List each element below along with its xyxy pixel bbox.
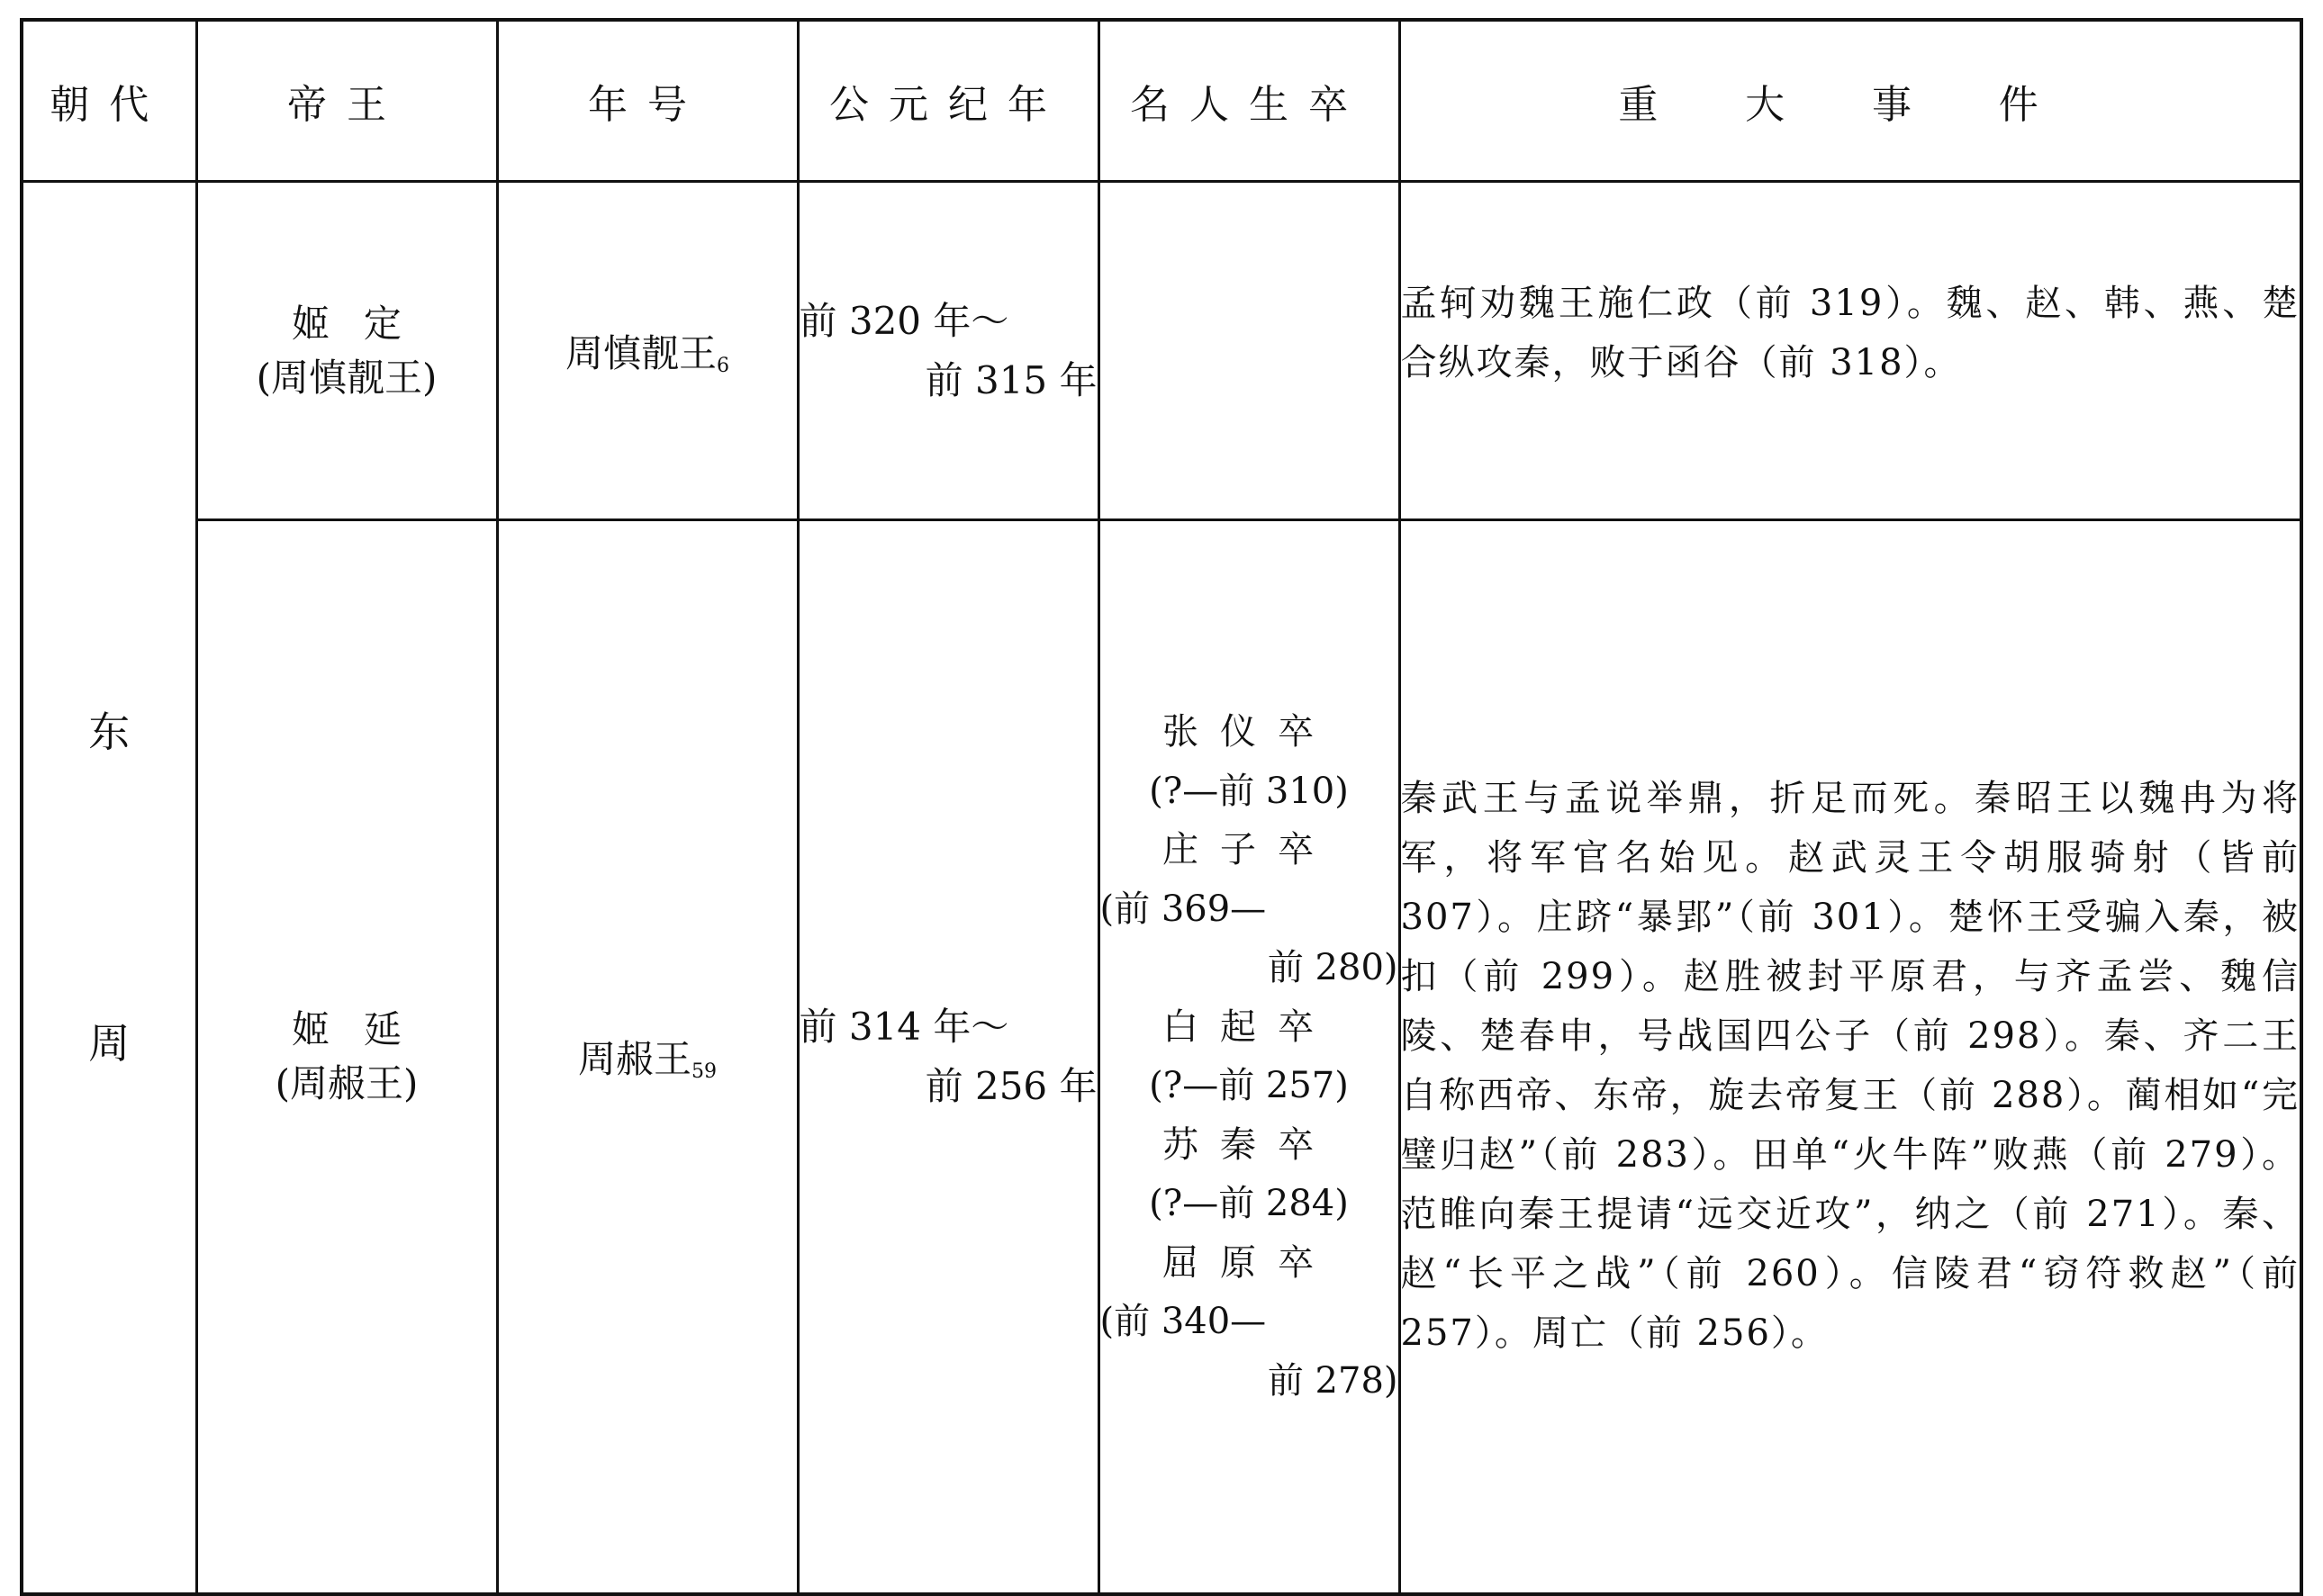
era-years: 6: [717, 354, 729, 377]
dynasty-char: 周: [88, 1019, 131, 1068]
emperor-cell: [196, 182, 497, 520]
era-name: 周慎靓王: [565, 330, 717, 375]
emperor-cell: [196, 520, 497, 1595]
year-to: 前 315 年: [925, 357, 1098, 402]
year-to: 前 256 年: [925, 1064, 1098, 1108]
person-lifespan: (?—前 284): [1149, 1183, 1349, 1224]
emperor-name: 姬定: [292, 301, 436, 346]
ad-year-cell: [798, 520, 1098, 1595]
header-ad-year-label: 公元纪年: [829, 82, 1067, 128]
header-ad-year: [798, 20, 1098, 182]
person-lifespan-start: (前 340—: [1099, 1301, 1267, 1342]
person-name: 张仪卒: [1162, 711, 1335, 753]
chronology-table: [20, 18, 2303, 1596]
famous-deaths-cell: [1098, 182, 1399, 520]
ad-year-cell: [798, 182, 1098, 520]
dynasty-char: 东: [88, 708, 131, 756]
person-lifespan-start: (前 369—: [1099, 888, 1267, 930]
header-row: [22, 20, 2301, 182]
person-lifespan-end: 前 278): [1267, 1359, 1398, 1402]
header-famous-deaths: [1098, 20, 1399, 182]
header-major-events: [1399, 20, 2301, 182]
person-name: 屈原卒: [1162, 1241, 1335, 1284]
era-name-cell: [497, 182, 798, 520]
header-emperor: [196, 20, 497, 182]
header-era-name: [497, 20, 798, 182]
table-row: [22, 520, 2301, 1595]
header-major-events-label: 重大事件: [1618, 82, 2126, 128]
header-famous-deaths-label: 名人生卒: [1130, 82, 1368, 128]
events-cell: 秦武王与孟说举鼎，折足而死。秦昭王以魏冉为将军，将军官名始见。赵武灵王令胡服骑射（皆前 307）。庄跻“暴郢”（前 301）。楚怀王受骗入秦，被扣（前 299）。赵胜被封平原君，与齐孟尝、魏信陵、楚春申，号战国四公子（前 298）。秦、齐二王自称西帝、东帝，旋去帝复王（前 288）。蔺相如“完璧归赵”（前 283）。田单“火牛阵”败燕（前 279）。范睢向秦王提请“远交近攻”，纳之（前 271）。秦、赵“长平之战”（前 260）。信陵君“窃符救赵”（前 257）。周亡（前 256）。: [1399, 520, 2301, 1595]
person-lifespan: (?—前 310): [1149, 770, 1349, 812]
emperor-title: (周赧王): [275, 1061, 419, 1105]
year-from: 前 320 年～: [799, 298, 1009, 343]
dynasty-cell: [22, 182, 196, 1595]
era-name: 周赧王: [577, 1037, 691, 1081]
person-name: 庄子卒: [1162, 829, 1335, 870]
era-years: 59: [691, 1060, 717, 1083]
table-row: [22, 182, 2301, 520]
header-dynasty-label: 朝代: [50, 82, 169, 128]
header-dynasty: [22, 20, 196, 182]
emperor-title: (周慎靓王): [256, 355, 438, 400]
famous-deaths-cell: [1098, 520, 1399, 1595]
person-lifespan-end: 前 280): [1267, 947, 1398, 988]
person-lifespan: (?—前 257): [1149, 1065, 1349, 1106]
emperor-name: 姬延: [292, 1007, 436, 1051]
events-cell: 孟轲劝魏王施仁政（前 319）。魏、赵、韩、燕、楚合纵攻秦，败于函谷（前 318）。: [1399, 182, 2301, 520]
person-name: 苏秦卒: [1162, 1123, 1335, 1166]
header-era-name-label: 年号: [588, 82, 707, 128]
era-name-cell: [497, 520, 798, 1595]
year-from: 前 314 年～: [799, 1005, 1009, 1049]
person-name: 白起卒: [1162, 1005, 1335, 1048]
header-emperor-label: 帝王: [287, 82, 406, 128]
